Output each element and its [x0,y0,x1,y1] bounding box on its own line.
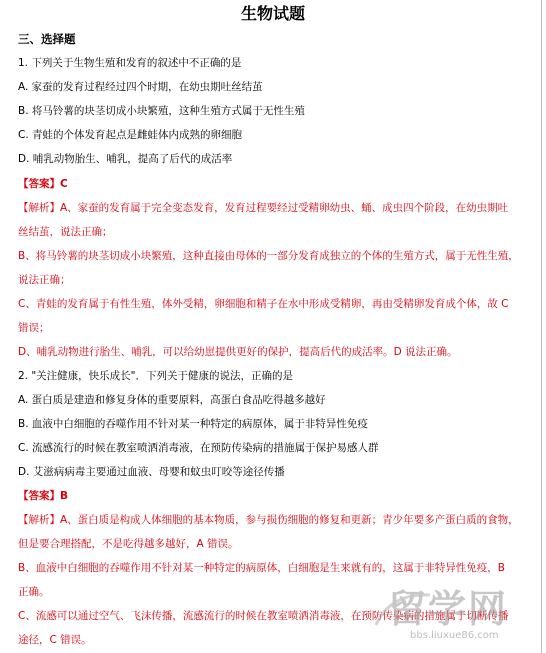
question-1-stem: 1. 下列关于生物生殖和发育的叙述中不正确的是 [18,57,242,69]
question-1-analysis-line: 错误； [18,322,50,334]
page-edge-divider [541,0,542,653]
question-1-option-c: C. 青蛙的个体发育起点是雌蛙体内成熟的卵细胞 [18,129,243,141]
question-1-option-a: A. 家蚕的发育过程经过四个时期，在幼虫期吐丝结茧 [18,81,263,93]
document-title: 生物试题 [240,4,305,23]
question-2-analysis-line: 【解析】A、蛋白质是构成人体细胞的基本物质，参与损伤细胞的修复和更新；青少年要多产蛋白质的食物， [18,514,519,526]
question-1-analysis-line: B、将马铃薯的块茎切成小块繁殖，这种直接由母体的一部分发育成独立的个体的生殖方式，属于无性生殖， [18,250,519,262]
watermark-url: bbs.liuxue86.com [410,630,499,641]
question-2-analysis-line: 但是要合理搭配，不是吃得越多越好，A 错误。 [18,538,239,550]
question-1-option-b: B. 将马铃薯的块茎切成小块繁殖，这种生殖方式属于无性生殖 [18,105,305,117]
question-1-analysis-line: 说法正确； [18,274,71,286]
question-1-analysis-line: D、哺乳动物进行胎生、哺乳，可以给幼崽提供更好的保护，提高后代的成活率。D 说法正确。 [18,346,458,358]
question-1-option-d: D. 哺乳动物胎生、哺乳，提高了后代的成活率 [18,153,233,165]
question-2-option-b: B. 血液中白细胞的吞噬作用不针对某一种特定的病原体，属于非特异性免疫 [18,418,368,430]
site-watermark [370,585,538,649]
question-1-answer: 【答案】C [18,178,68,190]
question-2-option-d: D. 艾滋病病毒主要通过血液、母婴和蚊虫叮咬等途径传播 [18,466,285,478]
question-2-stem: 2. "关注健康，快乐成长"．下列关于健康的说法，正确的是 [18,370,294,382]
question-1-analysis-line: 丝结茧，说法正确； [18,226,113,238]
question-2-option-c: C. 流感流行的时候在教室喷洒消毒液，在预防传染病的措施属于保护易感人群 [18,442,379,454]
question-2-answer: 【答案】B [18,490,69,502]
question-2-analysis-line: 途径，C 错误。 [18,634,92,646]
watermark-logo-text: 留学网 [388,587,509,631]
question-1-analysis-line: 【解析】A、家蚕的发育属于完全变态发育，发育过程要经过受精卵幼虫、蛹、成虫四个阶段，在幼虫期吐 [18,202,509,214]
question-2-analysis-line: C、流感可以通过空气、飞沫传播，流感流行的时候在教室喷洒消毒液，在预防传染病的措施属于切断传播 [18,610,509,622]
question-2-analysis-line: B、血液中白细胞的吞噬作用不针对某一种特定的病原体，白细胞是生来就有的，这属于非特异性免疫，B [18,562,505,574]
section-heading: 三、选择题 [18,32,76,46]
question-2-analysis-line: 正确。 [18,586,50,598]
question-1-analysis-line: C、青蛙的发育属于有性生殖，体外受精，卵细胞和精子在水中形成受精卵，再由受精卵发育成个体，故 C [18,298,509,310]
question-2-option-a: A. 蛋白质是建造和修复身体的重要原料，高蛋白食品吃得越多越好 [18,394,326,406]
